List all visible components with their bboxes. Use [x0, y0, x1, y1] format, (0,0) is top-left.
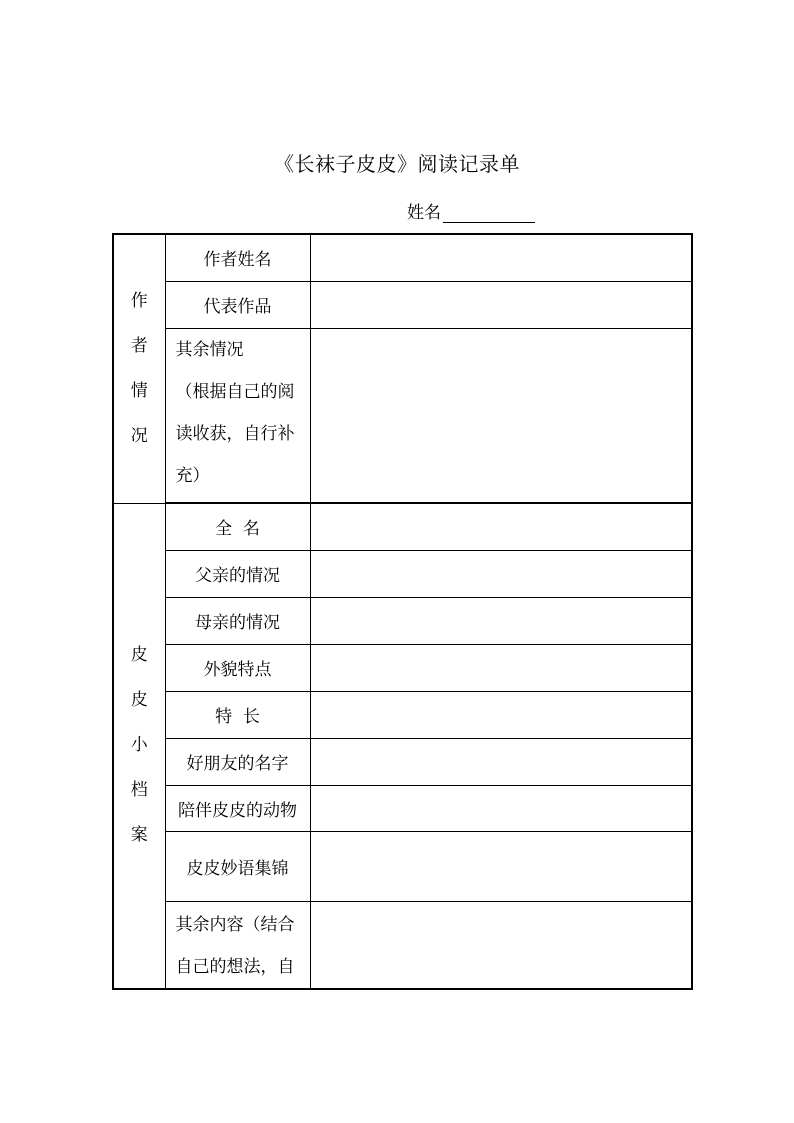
specialty-label: 特 长 — [165, 691, 310, 738]
pippi-category-char: 档 — [130, 780, 148, 800]
name-field[interactable] — [407, 198, 535, 223]
specialty-value-cell[interactable] — [310, 691, 692, 738]
other-content-line: 其余内容（结合 — [175, 914, 295, 935]
animal-companions-value-cell[interactable] — [310, 785, 692, 831]
father-info-label: 父亲的情况 — [165, 550, 310, 597]
pippi-quotes-label: 皮皮妙语集锦 — [165, 831, 310, 901]
other-content-value-cell[interactable] — [310, 901, 692, 989]
pippi-category-char: 小 — [130, 735, 148, 755]
author-category-char: 况 — [130, 425, 148, 446]
full-name-label: 全 名 — [165, 503, 310, 550]
author-name-value-cell[interactable] — [310, 234, 692, 281]
appearance-value-cell[interactable] — [310, 644, 692, 691]
father-info-value-cell[interactable] — [310, 550, 692, 597]
author-section-category — [113, 234, 165, 503]
document-title: 《长袜子皮皮》阅读记录单 — [274, 152, 520, 176]
author-category-char: 作 — [130, 290, 148, 311]
pippi-category-char: 皮 — [130, 645, 148, 665]
author-name-label: 作者姓名 — [165, 234, 310, 281]
author-category-char: 者 — [130, 335, 148, 356]
name-blank-line[interactable] — [443, 204, 535, 223]
reading-record-table — [112, 233, 693, 990]
representative-works-value-cell[interactable] — [310, 281, 692, 328]
author-other-info-line: 充） — [175, 465, 210, 486]
author-other-info-line: （根据自己的阅 — [175, 381, 295, 402]
author-category-char: 情 — [130, 380, 148, 401]
pippi-quotes-value-cell[interactable] — [310, 831, 692, 901]
friends-names-label: 好朋友的名字 — [165, 738, 310, 785]
friends-names-value-cell[interactable] — [310, 738, 692, 785]
pippi-category-char: 案 — [130, 825, 148, 845]
author-other-info-line: 其余情况 — [175, 339, 244, 360]
author-other-info-value-cell[interactable] — [310, 328, 692, 503]
full-name-value-cell[interactable] — [310, 503, 692, 550]
other-content-label — [165, 901, 310, 989]
author-other-info-label — [165, 328, 310, 503]
appearance-label: 外貌特点 — [165, 644, 310, 691]
animal-companions-label: 陪伴皮皮的动物 — [165, 785, 310, 831]
author-other-info-line: 读收获，自行补 — [175, 423, 295, 444]
pippi-category-char: 皮 — [130, 690, 148, 710]
pippi-profile-category — [113, 503, 165, 989]
other-content-line: 自己的想法，自 — [175, 956, 295, 977]
representative-works-label: 代表作品 — [165, 281, 310, 328]
mother-info-label: 母亲的情况 — [165, 597, 310, 644]
mother-info-value-cell[interactable] — [310, 597, 692, 644]
name-label: 姓名 — [407, 203, 441, 223]
